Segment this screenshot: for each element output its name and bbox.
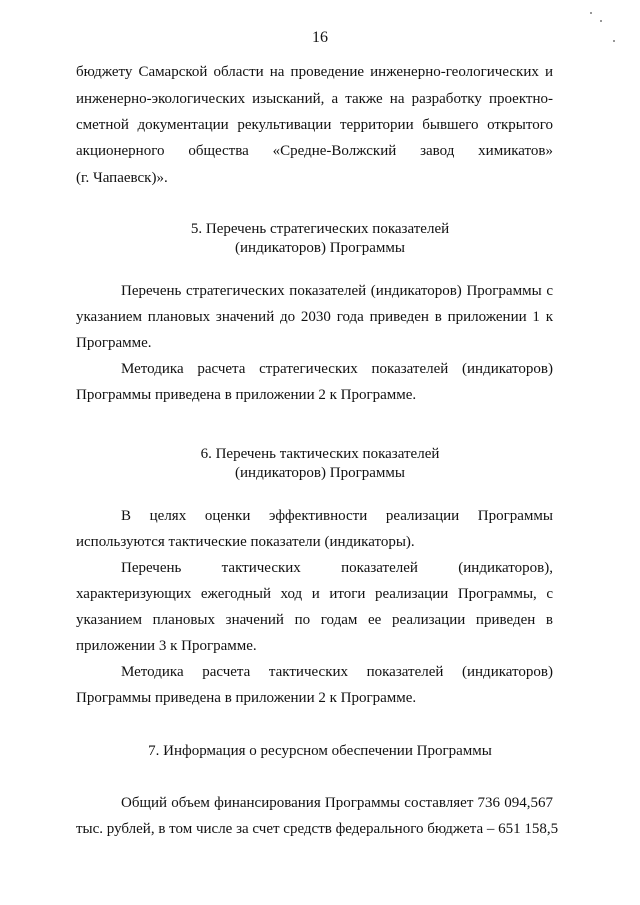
scan-speck bbox=[590, 12, 592, 14]
paragraph-line: акционерного общества «Средне-Волжский завод химикатов» bbox=[76, 143, 553, 159]
paragraph-line: Перечень стратегических показателей (индикаторов) Программы с bbox=[121, 283, 553, 299]
paragraph-line: сметной документации рекультивации территории бывшего открытого bbox=[76, 117, 553, 133]
section-heading: (индикаторов) Программы bbox=[235, 240, 405, 256]
paragraph-line: Методика расчета тактических показателей (индикаторов) bbox=[121, 664, 553, 680]
paragraph-line: Программы приведена в приложении 2 к Программе. bbox=[76, 387, 417, 403]
paragraph-line: указанием плановых значений до 2030 года приведен в приложении 1 к bbox=[76, 309, 553, 325]
paragraph-line: характеризующих ежегодный ход и итоги реализации Программы, с bbox=[76, 586, 553, 602]
paragraph-line: Программы приведена в приложении 2 к Программе. bbox=[76, 690, 417, 706]
paragraph-line: Общий объем финансирования Программы составляет 736 094,567 bbox=[121, 795, 553, 811]
paragraph-line: Перечень тактических показателей (индикаторов), bbox=[121, 560, 553, 576]
scan-speck bbox=[600, 20, 602, 22]
paragraph-line: указанием плановых значений по годам ее реализации приведен в bbox=[76, 612, 553, 628]
section-heading: (индикаторов) Программы bbox=[235, 465, 405, 481]
paragraph-line: Программе. bbox=[76, 335, 152, 351]
paragraph-line: В целях оценки эффективности реализации Программы bbox=[121, 508, 553, 524]
paragraph-line: приложении 3 к Программе. bbox=[76, 638, 257, 654]
section-heading: 6. Перечень тактических показателей bbox=[200, 446, 440, 462]
paragraph-line: Методика расчета стратегических показателей (индикаторов) bbox=[121, 361, 553, 377]
paragraph-line: инженерно-экологических изысканий, а также на разработку проектно- bbox=[76, 91, 553, 107]
paragraph-line: бюджету Самарской области на проведение инженерно-геологических и bbox=[76, 64, 553, 80]
paragraph-line: (г. Чапаевск)». bbox=[76, 170, 168, 186]
page-number: 16 bbox=[312, 29, 328, 46]
section-heading: 5. Перечень стратегических показателей bbox=[190, 221, 450, 237]
section-heading: 7. Информация о ресурсном обеспечении Программы bbox=[148, 743, 492, 759]
paragraph-line: тыс. рублей, в том числе за счет средств федерального бюджета – 651 158,5 bbox=[76, 821, 559, 837]
paragraph-line: используются тактические показатели (индикаторы). bbox=[76, 534, 415, 550]
